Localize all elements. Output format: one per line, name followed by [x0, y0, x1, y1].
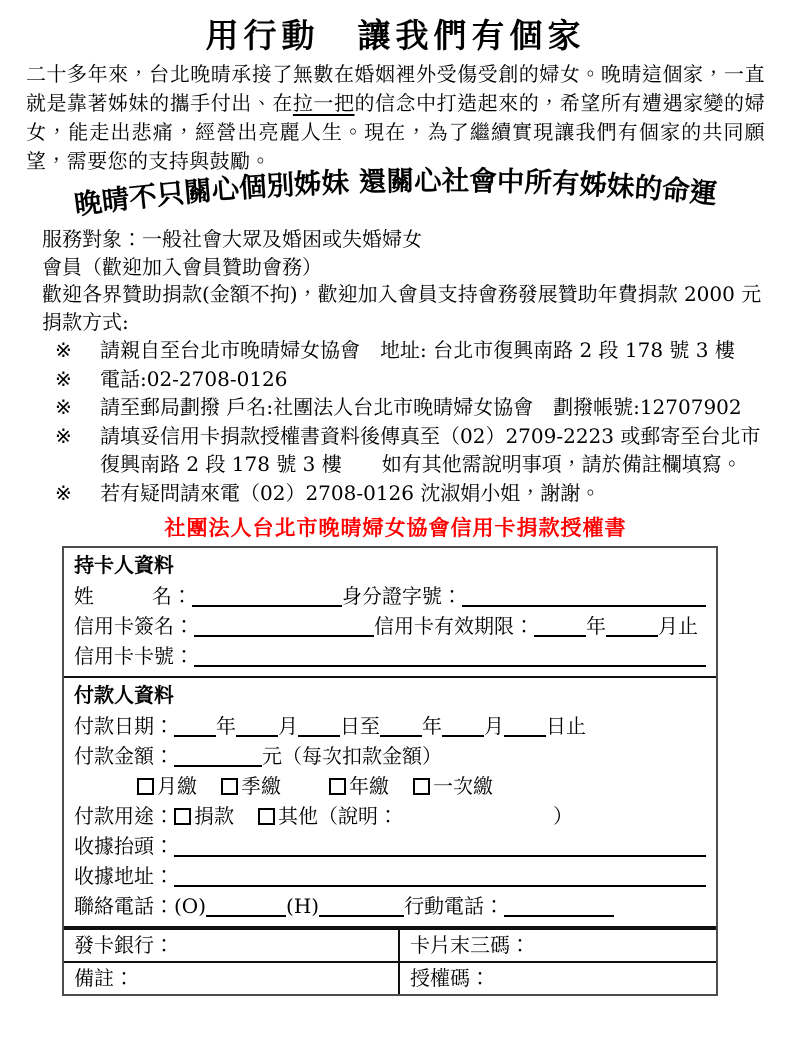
year-suffix: 年 [216, 714, 236, 738]
reference-mark-icon: ※ [55, 338, 72, 362]
home-phone-field[interactable] [319, 897, 404, 917]
payment-amount-field[interactable] [174, 747, 262, 767]
id-number-label: 身分證字號： [342, 584, 462, 608]
card-signature-label: 信用卡簽名： [74, 614, 194, 638]
givenname-label: 名： [152, 584, 192, 608]
month-suffix: 月 [278, 714, 298, 738]
membership-line: 會員（歡迎加入會員贊助會務） [42, 254, 322, 279]
cardholder-section [64, 548, 716, 678]
reference-mark-icon: ※ [55, 423, 72, 448]
expiry-year-field[interactable] [534, 617, 586, 637]
card-number-field[interactable] [194, 647, 706, 667]
cardholder-section-header: 持卡人資料 [74, 553, 174, 577]
reference-mark-icon: ※ [55, 366, 72, 391]
donation-methods-list [0, 336, 765, 507]
end-year-field[interactable] [380, 717, 422, 737]
payment-purpose-row [74, 801, 706, 831]
intro-text-after: 的信念中打造起來的，希望所有遭遇家變的婦女，能走出悲痛，經營出亮麗人生。現在，為了繼續實現讓我們有個家的共同願望，需要您的支持與鼓勵。 [26, 91, 765, 173]
office-phone-field[interactable] [206, 897, 286, 917]
donation-method-heading: 捐款方式: [42, 309, 129, 334]
expiry-year-suffix: 年 [586, 614, 606, 638]
receipt-address-field[interactable] [174, 867, 706, 887]
checkbox-yearly[interactable] [329, 778, 346, 795]
authorization-form-title: 社團法人台北市晚晴婦女協會信用卡捐款授權書 [164, 515, 627, 540]
card-signature-field[interactable] [194, 617, 374, 637]
card-number-row [74, 641, 706, 671]
payment-frequency-row [74, 771, 706, 801]
auth-code-cell [400, 961, 716, 994]
closing-paren: ） [553, 804, 573, 828]
intro-paragraph [26, 60, 765, 176]
payer-section-header: 付款人資料 [74, 683, 174, 707]
checkbox-monthly[interactable] [137, 778, 154, 795]
method-text: 電話:02-2708-0126 [100, 366, 288, 391]
checkbox-donation[interactable] [174, 808, 191, 825]
checkbox-onetime[interactable] [413, 778, 430, 795]
other-option-label: 其他（說明： [278, 804, 398, 828]
quarterly-label: 季繳 [241, 774, 281, 798]
method-text: 請親自至台北市晚晴婦女協會 地址: 台北市復興南路 2 段 178 號 3 樓 [100, 338, 735, 362]
list-item [0, 365, 765, 394]
payment-amount-label: 付款金額： [74, 744, 174, 768]
checkbox-quarterly[interactable] [221, 778, 238, 795]
end-month-field[interactable] [442, 717, 484, 737]
end-day-field[interactable] [504, 717, 546, 737]
intro-text-before: 二十多年來，台北晚晴承接了無數在婚姻裡外受傷受創的婦女。晚晴這個家，一直就是靠著姊妹的攜手付出、在 [26, 62, 765, 115]
card-number-label: 信用卡卡號： [74, 644, 194, 668]
surname-label: 姓 [74, 584, 94, 608]
id-number-field[interactable] [462, 587, 706, 607]
slogan-text: 晚晴不只關心個別姊妹 還關心社會中所有姊妹的命運 [72, 166, 719, 222]
bank-info-grid [64, 928, 716, 994]
office-phone-prefix: (O) [174, 894, 207, 918]
list-item [0, 479, 765, 508]
checkbox-other[interactable] [258, 808, 275, 825]
year-suffix-2: 年 [422, 714, 442, 738]
payment-date-row [74, 711, 706, 741]
signature-row [74, 611, 706, 641]
issuing-bank-cell [64, 928, 400, 961]
cvv-label: 卡片末三碼： [410, 933, 530, 957]
payment-amount-suffix: 元（每次扣款金額） [262, 744, 442, 768]
home-phone-prefix: (H) [286, 894, 320, 918]
day-to-suffix: 日至 [340, 714, 380, 738]
yearly-label: 年繳 [349, 774, 389, 798]
list-item [0, 393, 765, 422]
intro-underlined-phrase: 拉一把 [292, 91, 355, 115]
receipt-title-field[interactable] [174, 837, 706, 857]
reference-mark-icon: ※ [55, 480, 72, 505]
payment-amount-row [74, 741, 706, 771]
list-item [0, 336, 765, 365]
start-day-field[interactable] [298, 717, 340, 737]
donation-welcome-line: 歡迎各界贊助捐款(金額不拘)，歡迎加入會員支持會務發展贊助年費捐款 2000 元 [42, 282, 762, 306]
start-month-field[interactable] [236, 717, 278, 737]
cvv-cell [400, 928, 716, 961]
card-expiry-label: 信用卡有效期限： [374, 614, 534, 638]
method-text: 請填妥信用卡捐款授權書資料後傳真至（02）2709-2223 或郵寄至台北市復興南路 2 段 178 號 3 樓 如有其他需說明事項，請於備註欄填寫。 [100, 423, 761, 476]
service-target-line: 服務對象：一般社會大眾及婚困或失婚婦女 [42, 227, 422, 251]
expiry-month-field[interactable] [606, 617, 658, 637]
receipt-address-row [74, 861, 706, 891]
payer-section [64, 678, 716, 928]
contact-phone-label: 聯絡電話： [74, 894, 174, 918]
page-title: 用行動 讓我們有個家 [205, 16, 586, 55]
method-text: 若有疑問請來電（02）2708-0126 沈淑娟小姐，謝謝。 [100, 480, 601, 505]
credit-card-authorization-form [62, 546, 718, 996]
mobile-phone-label: 行動電話： [404, 894, 505, 918]
label-spacer [94, 591, 152, 611]
start-year-field[interactable] [174, 717, 216, 737]
document-page [0, 16, 791, 996]
receipt-title-label: 收據抬頭： [74, 834, 174, 858]
expiry-month-suffix: 月止 [658, 614, 698, 638]
mobile-phone-field[interactable] [504, 897, 614, 917]
donation-option-label: 捐款 [194, 804, 234, 828]
onetime-label: 一次繳 [433, 774, 493, 798]
monthly-label: 月繳 [157, 774, 197, 798]
method-text: 請至郵局劃撥 戶名:社團法人台北市晚晴婦女協會 劃撥帳號:12707902 [100, 395, 742, 419]
name-field[interactable] [192, 587, 342, 607]
service-info-block [42, 226, 765, 336]
name-row [74, 581, 706, 611]
day-end-suffix: 日止 [546, 714, 586, 738]
list-item [0, 422, 765, 479]
payment-purpose-label: 付款用途： [74, 804, 174, 828]
notes-cell [64, 961, 400, 994]
month-suffix-2: 月 [484, 714, 504, 738]
notes-label: 備註： [74, 966, 134, 990]
issuing-bank-label: 發卡銀行： [74, 933, 174, 957]
receipt-title-row [74, 831, 706, 861]
receipt-address-label: 收據地址： [74, 864, 174, 888]
contact-phone-row [74, 891, 706, 921]
auth-code-label: 授權碼： [410, 966, 490, 990]
other-explanation-field[interactable] [398, 811, 553, 831]
payment-date-label: 付款日期： [74, 714, 174, 738]
reference-mark-icon: ※ [55, 395, 72, 419]
